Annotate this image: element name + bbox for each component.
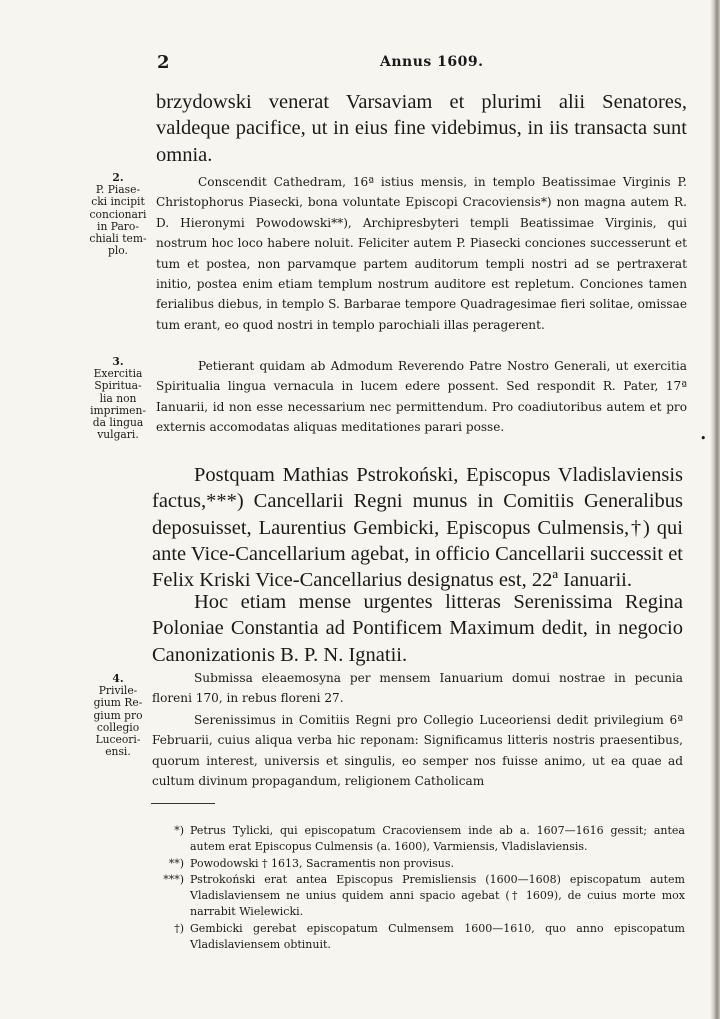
page-number: 2 [157, 52, 170, 73]
footnotes [150, 823, 685, 953]
sidenote-line: lia non [99, 391, 137, 405]
footnote-text: Pstrokoński erat antea Episcopus Premisliensis (1600—1608) episcopatum autem Vladislaviensem ne unius quidem anni spacio agebat († 1609), de cuius morte mox narrabit Wielewicki. [190, 872, 685, 919]
sidenote-line: Luceori- [95, 733, 141, 747]
sidenote-3 [84, 356, 152, 441]
running-title: Annus 1609. [380, 54, 484, 70]
sidenote-line: concionari [89, 207, 147, 221]
sidenote-line: ensi. [105, 745, 131, 759]
footnote-mark: ***) [163, 872, 184, 886]
footnote [150, 921, 685, 954]
sidenote-line: Spiritua- [94, 379, 142, 393]
sidenote-number: 2. [112, 171, 124, 184]
paragraph-privilegium: Serenissimus in Comitiis Regni pro Collegio Luceoriensi dedit privilegium 6ª Februarii, cuius aliqua verba hic reponam: Significamus litteris nostris praesentibus, quorum interest, universis et singulis, eo semper nos fuisse animo, ut ea quae ad cultum divinum propagandum, religionem Catholicam [152, 713, 683, 789]
sidenote-line: gium pro [93, 708, 143, 722]
sidenote-line: gium Re- [93, 696, 143, 710]
footnote [150, 856, 685, 872]
footnote-text: Gembicki gerebat episcopatum Culmensem 1600—1610, quo anno episcopatum Vladislaviensem obtinuit. [190, 921, 685, 952]
sidenote-line: cki incipit [91, 195, 145, 209]
footnote-mark: †) [174, 921, 184, 935]
footnote-text: Petrus Tylicki, qui episcopatum Cracoviensem inde ab a. 1607—1616 gessit; antea autem erat Episcopus Culmensis (a. 1600), Varmiensis, Vladislaviensis. [190, 824, 685, 854]
sidenote-line: Privile- [98, 684, 138, 698]
footnote-mark: *) [174, 824, 184, 837]
sidenote-line: chiali tem- [89, 232, 147, 246]
footnote [150, 823, 685, 856]
footnote [150, 872, 685, 921]
paragraph-exercitia: Petierant quidam ab Admodum Reverendo Patre Nostro Generali, ut exercitia Spiritualia lingua vernacula in lucem edere possent. Sed respondit R. Pater, 17ª Ianuarii, id non esse necessarium nec permittendum. Pro coadiutoribus autem et pro externis accomodatas aliquas meditationes parari posse. [156, 359, 687, 435]
sidenote-line: Exercitia [93, 367, 143, 381]
sidenote-line: in Paro- [97, 219, 139, 233]
sidenote-4 [84, 673, 152, 758]
sidenote-number: 3. [112, 355, 124, 368]
sidenote-line: vulgari. [97, 428, 139, 442]
sidenote-line: imprimen- [90, 403, 146, 417]
paragraph-eleemosyna: Submissa eleaemosyna per mensem Ianuarium domui nostrae in pecunia floreni 170, in rebus floreni 27. [152, 671, 683, 706]
margin-dot: • [700, 432, 707, 445]
sidenote-number: 4. [112, 672, 124, 685]
sidenote-line: da lingua [92, 416, 144, 430]
sidenote-line: collegio [96, 720, 140, 734]
paragraph-opening: brzydowski venerat Varsaviam et plurimi alii Senatores, valdeque pacifice, ut in eius fine videbimus, in iis transacta sunt omnia. [156, 91, 687, 166]
footnote-mark: **) [168, 856, 184, 870]
sidenote-line: P. Piase- [95, 183, 141, 197]
footnote-rule [151, 803, 215, 804]
sidenote-line: plo. [108, 244, 128, 258]
paragraph-regina: Hoc etiam mense urgentes litteras Serenissima Regina Poloniae Constantia ad Pontificem Maximum dedit, in negocio Canonizationis B. P. N. Ignatii. [152, 591, 683, 666]
paragraph-pstrokonski: Postquam Mathias Pstrokoński, Episcopus Vladislaviensis factus,***) Cancellarii Regni munus in Comitiis Generalibus deposuisset, Laurentius Gembicki, Episcopus Culmensis,†) qui ante Vice-Cancellarium agebat, in officio Cancellarii successit et Felix Kriski Vice-Cancellarius designatus est, 22ª Ianuarii. [152, 464, 683, 592]
sidenote-2 [84, 172, 152, 257]
page-edge [710, 0, 720, 1019]
paragraph-cathedra: Conscendit Cathedram, 16ª istius mensis, in templo Beatissimae Virginis P. Christophorus Piasecki, bona voluntate Episcopi Cracoviensis*) non magna autem R. D. Hieronymi Powodowski**), Archipresbyteri templi Beatissimae Virginis, qui nostrum hoc loco habere noluit. Feliciter autem P. Piasecki conciones successerunt et tum et postea, non parvamque partem auditorum templi nostri ad se pertraxerat initio, postea enim etiam templum nostrum auditore est repletum. Conciones tamen ferialibus diebus, in templo S. Barbarae tempore Quadragesimae fieri solitae, omissae tum erant, eo quod nostri in templo parochiali illas peragerent. [156, 175, 687, 332]
footnote-text: Powodowski † 1613, Sacramentis non provisus. [190, 856, 454, 870]
